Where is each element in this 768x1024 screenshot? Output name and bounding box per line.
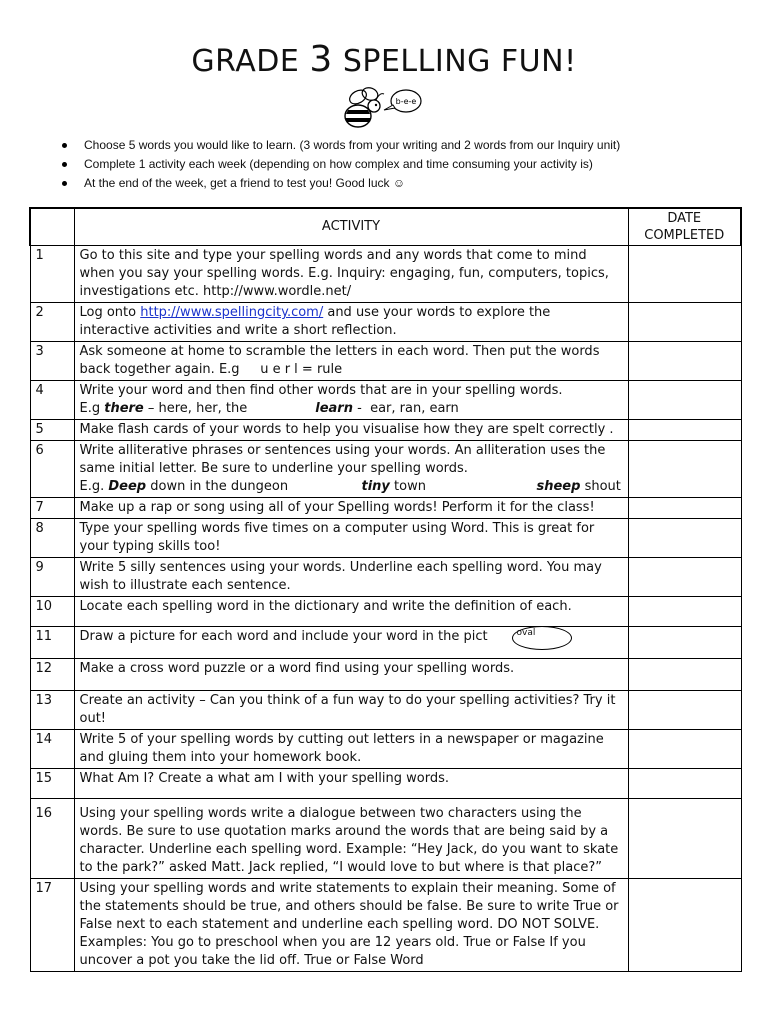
date-cell[interactable] [628, 420, 741, 441]
table-row [30, 246, 741, 303]
page-title [0, 40, 768, 82]
row-number: 11 [30, 627, 74, 659]
activity-text: Write your word and then find other words that are in your spelling words. E.g there – here, her, the learn - ear, ran, earn [74, 381, 628, 420]
bee-icon [340, 84, 430, 134]
date-cell[interactable] [628, 558, 741, 597]
date-cell[interactable] [628, 498, 741, 519]
date-cell[interactable] [628, 879, 741, 972]
table-row [30, 420, 741, 441]
table-row [30, 627, 741, 659]
row-number: 9 [30, 558, 74, 597]
table-row [30, 730, 741, 769]
row-number: 10 [30, 597, 74, 627]
table-row [30, 303, 741, 342]
activity-text: Ask someone at home to scramble the letters in each word. Then put the words back together again. E.g u e r l = rule [74, 342, 628, 381]
spellingcity-link[interactable]: http://www.spellingcity.com/ [140, 305, 324, 320]
table-row [30, 691, 741, 730]
activity-text: Write 5 silly sentences using your words. Underline each spelling word. You may wish to illustrate each sentence. [74, 558, 628, 597]
date-cell[interactable] [628, 627, 741, 659]
activity-text: Using your spelling words write a dialogue between two characters using the words. Be sure to use quotation marks around the words that are being said by a character. Underline each spelling word. Example: “Hey Jack, do you want to skate to the park?” asked Matt. Jack replied, “I would love to but where is that place?” [74, 799, 628, 879]
instructions-list [60, 136, 620, 193]
activity-text: Make a cross word puzzle or a word find using your spelling words. [74, 659, 628, 691]
date-cell[interactable] [628, 691, 741, 730]
bee-bubble-text: b-e-e [395, 97, 417, 106]
activity-text: Go to this site and type your spelling words and any words that come to mind when you say your spelling words. E.g. Inquiry: engaging, fun, computers, topics, investigations etc. http://www.wordle.net/ [74, 246, 628, 303]
activity-table [29, 207, 742, 972]
activity-text: Type your spelling words five times on a computer using Word. This is great for your typing skills too! [74, 519, 628, 558]
row-number: 1 [30, 246, 74, 303]
header-number [30, 208, 74, 246]
row-number: 3 [30, 342, 74, 381]
date-cell[interactable] [628, 441, 741, 498]
row-number: 14 [30, 730, 74, 769]
date-cell[interactable] [628, 769, 741, 799]
row-number: 15 [30, 769, 74, 799]
table-row [30, 769, 741, 799]
date-cell[interactable] [628, 730, 741, 769]
table-row [30, 558, 741, 597]
title-prefix: GRADE [191, 44, 310, 79]
activity-text: Draw a picture for each word and include your word in the pict oval [74, 627, 628, 659]
table-header-row [30, 208, 741, 246]
date-cell[interactable] [628, 659, 741, 691]
activity-text: Write alliterative phrases or sentences using your words. An alliteration uses the same initial letter. Be sure to underline your spelling words. E.g. Deep down in the dungeon tiny town sheep shout [74, 441, 628, 498]
row-number: 6 [30, 441, 74, 498]
activity-text: Make up a rap or song using all of your Spelling words! Perform it for the class! [74, 498, 628, 519]
row-number: 16 [30, 799, 74, 879]
activity-text: What Am I? Create a what am I with your spelling words. [74, 769, 628, 799]
activity-text: Log onto http://www.spellingcity.com/ and use your words to explore the interactive activities and write a short reflection. [74, 303, 628, 342]
row-number: 4 [30, 381, 74, 420]
oval-shape: oval [512, 626, 572, 650]
date-cell[interactable] [628, 799, 741, 879]
row-number: 13 [30, 691, 74, 730]
row-number: 12 [30, 659, 74, 691]
table-row [30, 519, 741, 558]
table-row [30, 799, 741, 879]
table-row [30, 659, 741, 691]
activity-text: Create an activity – Can you think of a fun way to do your spelling activities? Try it out! [74, 691, 628, 730]
activity-text: Locate each spelling word in the dictionary and write the definition of each. [74, 597, 628, 627]
table-row [30, 441, 741, 498]
row-number: 8 [30, 519, 74, 558]
table-row [30, 381, 741, 420]
activity-text: Write 5 of your spelling words by cutting out letters in a newspaper or magazine and gluing them into your homework book. [74, 730, 628, 769]
row-number: 2 [30, 303, 74, 342]
row-number: 7 [30, 498, 74, 519]
table-row [30, 498, 741, 519]
row-number: 17 [30, 879, 74, 972]
date-cell[interactable] [628, 597, 741, 627]
activity-text: Make flash cards of your words to help you visualise how they are spelt correctly . [74, 420, 628, 441]
header-date-completed: DATE COMPLETED [628, 208, 741, 246]
date-cell[interactable] [628, 303, 741, 342]
header-activity: ACTIVITY [74, 208, 628, 246]
instruction-item: Choose 5 words you would like to learn. (3 words from your writing and 2 words from our Inquiry unit) [60, 136, 620, 155]
date-cell[interactable] [628, 246, 741, 303]
date-cell[interactable] [628, 381, 741, 420]
instruction-item: At the end of the week, get a friend to test you! Good luck ☺ [60, 174, 620, 193]
title-suffix: SPELLING FUN! [332, 44, 577, 79]
date-cell[interactable] [628, 519, 741, 558]
table-row [30, 597, 741, 627]
table-row [30, 879, 741, 972]
table-row [30, 342, 741, 381]
title-grade-number: 3 [309, 39, 333, 80]
date-cell[interactable] [628, 342, 741, 381]
row-number: 5 [30, 420, 74, 441]
activity-text: Using your spelling words and write statements to explain their meaning. Some of the statements should be true, and others should be false. Be sure to write True or False next to each statement and underline each spelling word. DO NOT SOLVE. Examples: You go to preschool when you are 12 years old. True or False If you uncover a pot you take the lid off. True or False Word [74, 879, 628, 972]
instruction-item: Complete 1 activity each week (depending on how complex and time consuming your activity is) [60, 155, 620, 174]
